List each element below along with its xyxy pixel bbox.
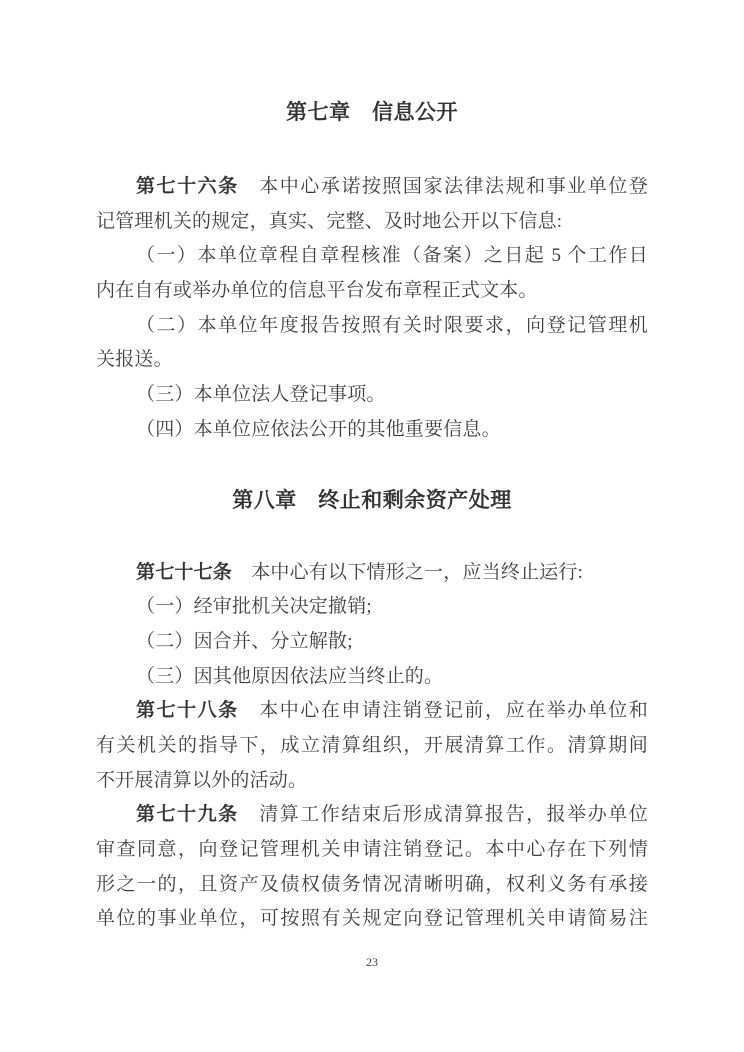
article-ordinal: 第七十九条 bbox=[136, 804, 239, 826]
article-ordinal: 第七十七条 bbox=[136, 561, 233, 583]
text-line: （三）因其他原因依法应当终止的。 bbox=[136, 665, 444, 687]
line-text: 本中心在申请注销登记前，应在举办单位和 bbox=[238, 700, 648, 722]
text-line: 内在自有或举办单位的信息平台发布章程正式文本。 bbox=[96, 280, 538, 302]
article-ordinal: 第七十六条 bbox=[136, 176, 239, 197]
line-text: 本中心承诺按照国家法律法规和事业单位登 bbox=[238, 176, 648, 197]
text-line bbox=[96, 798, 648, 833]
chapter-heading: 第八章 终止和剩余资产处理 bbox=[232, 488, 512, 512]
text-line: 审查同意，向登记管理机关申请注销登记。本中心存在下列情 bbox=[96, 839, 648, 860]
text-line: （一）本单位章程自章程核准（备案）之日起 5 个工作日 bbox=[136, 245, 648, 267]
text-line: 有关机关的指导下，成立清算组织，开展清算工作。清算期间 bbox=[96, 734, 648, 756]
page-number: 23 bbox=[366, 955, 378, 969]
text-line: （四）本单位应依法公开的其他重要信息。 bbox=[136, 418, 501, 440]
text-line: （二）本单位年度报告按照有关时限要求，向登记管理机 bbox=[136, 314, 648, 336]
line-text: 本中心有以下情形之一，应当终止运行: bbox=[232, 561, 584, 583]
text-line: 不开展清算以外的活动。 bbox=[96, 769, 308, 791]
article-ordinal: 第七十八条 bbox=[136, 700, 239, 722]
text-line bbox=[96, 170, 648, 205]
text-line: （三）本单位法人登记事项。 bbox=[136, 384, 386, 406]
text-line: 关报送。 bbox=[96, 349, 173, 371]
text-line bbox=[96, 556, 648, 591]
text-line bbox=[96, 694, 648, 729]
line-text: 清算工作结束后形成清算报告，报举办单位 bbox=[238, 804, 648, 826]
text-line: 单位的事业单位，可按照有关规定向登记管理机关申请简易注 bbox=[96, 908, 648, 930]
text-line: 记管理机关的规定，真实、完整、及时地公开以下信息: bbox=[96, 210, 563, 232]
text-line: （二）因合并、分立解散; bbox=[136, 630, 353, 652]
chapter-heading: 第七章 信息公开 bbox=[286, 101, 458, 124]
document-body bbox=[96, 0, 648, 937]
text-line: 形之一的，且资产及债权债务情况清晰明确，权利义务有承接 bbox=[96, 873, 648, 895]
text-line: （一）经审批机关决定撤销; bbox=[136, 596, 372, 618]
